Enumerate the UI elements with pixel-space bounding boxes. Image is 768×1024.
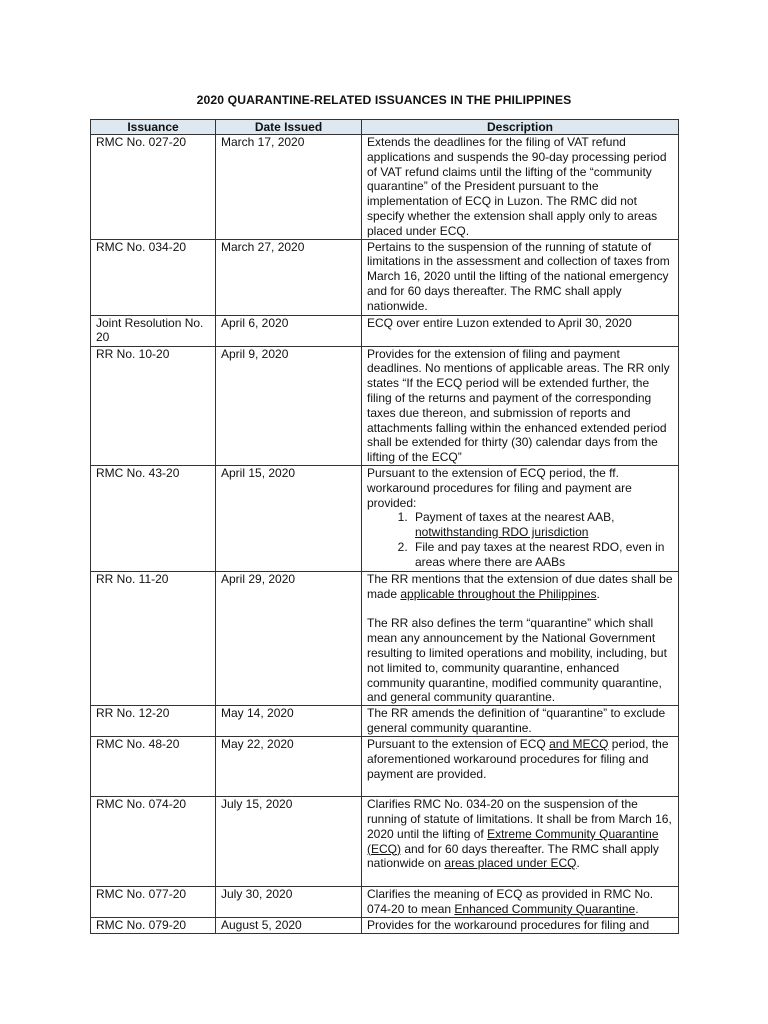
list-item (411, 510, 673, 540)
date-cell: May 14, 2020 (216, 706, 362, 737)
issuance-cell: RR No. 11-20 (91, 571, 216, 705)
underlined-text: notwithstanding RDO jurisdiction (415, 525, 589, 540)
issuance-cell: RMC No. 079-20 (91, 918, 216, 934)
table-row (91, 465, 679, 571)
description-cell (362, 887, 679, 918)
description-text: Clarifies the meaning of ECQ as provided in RMC No. 074-20 to mean (367, 887, 654, 916)
column-header-date-issued: Date Issued (216, 120, 362, 135)
description-cell: Pertains to the suspension of the running of statute of limitations in the assessment and collection of taxes from March 16, 2020 until the lifting of the national emergency and for 60 days thereafter. The RMC shall apply nationwide. (362, 239, 679, 315)
description-paragraph: The RR also defines the term “quarantine” which shall mean any announcement by the National Government resulting to limited operations and mobility, including, but not limited to, community quarantine, enhanced community quarantine, modified community quarantine, and general community quarantine. (367, 616, 667, 705)
table-row (91, 797, 679, 887)
table-header-row (91, 120, 679, 135)
underlined-text: and MECQ (549, 737, 609, 752)
table-row (91, 737, 679, 797)
date-cell: April 6, 2020 (216, 315, 362, 346)
date-cell: August 5, 2020 (216, 918, 362, 934)
description-text: . (635, 901, 639, 916)
description-cell: Extends the deadlines for the filing of VAT refund applications and suspends the 90-day processing period of VAT refund claims until the lifting of the “community quarantine” of the President pursuant to the implementation of ECQ in Luzon. The RMC did not specify whether the extension shall apply only to areas placed under ECQ. (362, 135, 679, 240)
description-cell: ECQ over entire Luzon extended to April 30, 2020 (362, 315, 679, 346)
description-paragraph (367, 572, 673, 602)
description-cell: Provides for the workaround procedures for filing and (362, 918, 679, 934)
list-item: 2. File and pay taxes at the nearest RDO, even in areas where there are AABs (411, 540, 673, 570)
underlined-text: applicable throughout the Philippines (400, 586, 597, 601)
date-cell: May 22, 2020 (216, 737, 362, 797)
date-cell: March 17, 2020 (216, 135, 362, 240)
table-row (91, 706, 679, 737)
issuance-cell: RMC No. 48-20 (91, 737, 216, 797)
description-text: . (576, 856, 580, 871)
workaround-list (367, 510, 673, 569)
description-text: period, the aforementioned workaround procedures for filing and payment are provided. (367, 737, 669, 781)
description-text: The RR mentions that the extension of due dates shall be made (367, 571, 673, 601)
date-cell: April 9, 2020 (216, 346, 362, 465)
issuance-cell: RR No. 12-20 (91, 706, 216, 737)
list-item-text: Payment of taxes at the nearest AAB, (415, 510, 615, 525)
issuance-cell: RMC No. 027-20 (91, 135, 216, 240)
description-text: Clarifies RMC No. 034-20 on the suspension of the running of statute of limitations. It shall be from March 16, 2020 until the lifting of (367, 797, 672, 841)
description-cell (362, 797, 679, 887)
issuance-cell: Joint Resolution No. 20 (91, 315, 216, 346)
issuance-cell: RMC No. 077-20 (91, 887, 216, 918)
column-header-issuance: Issuance (91, 120, 216, 135)
paragraph-gap (367, 602, 673, 617)
description-cell (362, 571, 679, 705)
date-cell: April 29, 2020 (216, 571, 362, 705)
issuances-table (90, 119, 679, 934)
date-cell: March 27, 2020 (216, 239, 362, 315)
table-row (91, 918, 679, 934)
description-text: Pursuant to the extension of ECQ (367, 737, 550, 752)
underlined-text: areas placed under ECQ (444, 856, 577, 871)
issuance-cell: RR No. 10-20 (91, 346, 216, 465)
document-title: 2020 QUARANTINE-RELATED ISSUANCES IN THE PHILIPPINES (196, 93, 572, 107)
table-row (91, 346, 679, 465)
underlined-text: Enhanced Community Quarantine (454, 901, 636, 916)
description-text: and for 60 days thereafter. The RMC shall apply nationwide on (367, 841, 659, 871)
date-cell: April 15, 2020 (216, 465, 362, 571)
description-text: . (596, 586, 600, 601)
issuance-cell: RMC No. 074-20 (91, 797, 216, 887)
description-cell (362, 465, 679, 571)
description-cell (362, 737, 679, 797)
date-cell: July 30, 2020 (216, 887, 362, 918)
description-cell: Provides for the extension of filing and payment deadlines. No mentions of applicable areas. The RR only states “If the ECQ period will be extended further, the filing of the returns and payment of the corresponding taxes due thereon, and submission of reports and attachments falling within the enhanced extended period shall be extended for thirty (30) calendar days from the lifting of the ECQ” (362, 346, 679, 465)
description-intro: Pursuant to the extension of ECQ period, the ff. workaround procedures for filing and payment are provided: (367, 465, 632, 510)
table-row (91, 239, 679, 315)
issuance-cell: RMC No. 034-20 (91, 239, 216, 315)
table-row (91, 887, 679, 918)
column-header-description: Description (362, 120, 679, 135)
underlined-text: Extreme Community Quarantine (ECQ) (367, 826, 659, 856)
table-row (91, 571, 679, 705)
description-cell: The RR amends the definition of “quarantine” to exclude general community quarantine. (362, 706, 679, 737)
issuance-cell: RMC No. 43-20 (91, 465, 216, 571)
table-row (91, 135, 679, 240)
date-cell: July 15, 2020 (216, 797, 362, 887)
table-row (91, 315, 679, 346)
